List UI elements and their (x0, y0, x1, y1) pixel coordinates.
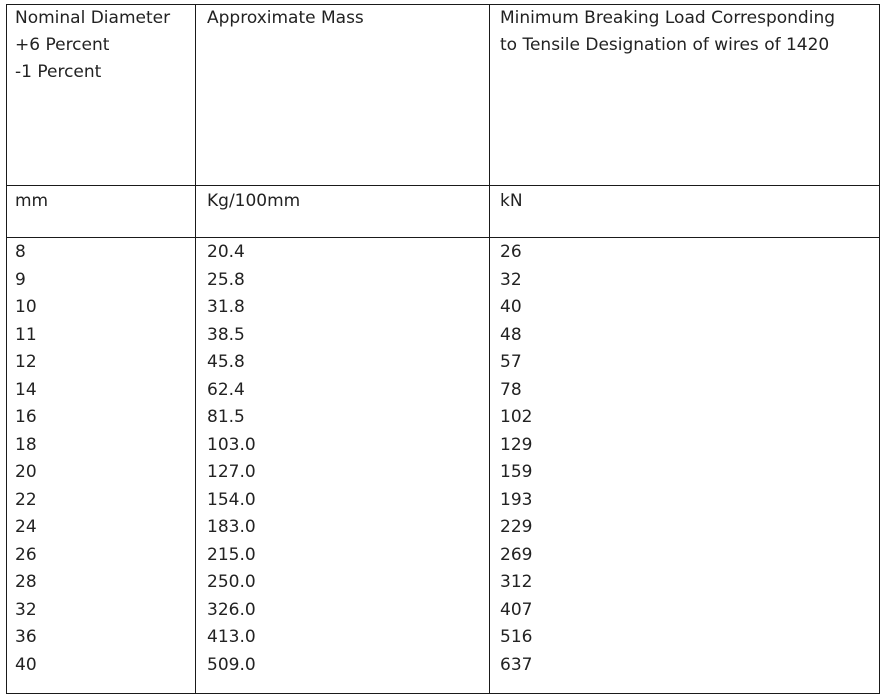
mass-value: 81.5 (207, 407, 245, 427)
header-line: +6 Percent (15, 35, 110, 55)
header-line: Nominal Diameter (15, 8, 171, 28)
mass-value: 413.0 (207, 627, 256, 647)
load-value: 26 (500, 242, 522, 262)
mass-value: 38.5 (207, 324, 245, 345)
header-line: to Tensile Designation of wires of 1420 (500, 35, 830, 55)
load-value: 78 (500, 379, 522, 400)
load-value: 312 (500, 572, 533, 592)
mass-value: 127.0 (207, 462, 256, 482)
mass-value: 25.8 (207, 269, 245, 290)
load-value: 193 (500, 489, 533, 510)
header-line: Approximate Mass (207, 8, 364, 28)
diameter-value: 12 (15, 352, 37, 372)
diameter-value: 40 (15, 654, 37, 675)
load-value: 48 (500, 324, 522, 345)
mass-value: 250.0 (207, 572, 256, 592)
unit-label: kN (500, 191, 523, 211)
mass-value: 215.0 (207, 544, 256, 565)
mass-value: 45.8 (207, 352, 245, 372)
diameter-value: 36 (15, 627, 37, 647)
header-line: -1 Percent (15, 62, 102, 82)
unit-label: Kg/100mm (207, 191, 301, 211)
diameter-value: 10 (15, 297, 37, 317)
diameter-value: 16 (15, 407, 37, 427)
mass-value: 509.0 (207, 654, 256, 675)
load-value: 102 (500, 407, 533, 427)
column-divider (195, 5, 196, 693)
diameter-value: 28 (15, 572, 37, 592)
load-value: 637 (500, 654, 533, 675)
diameter-value: 18 (15, 434, 37, 455)
mass-value: 154.0 (207, 489, 256, 510)
load-value: 269 (500, 544, 533, 565)
unit-load (500, 188, 523, 215)
header-load (500, 5, 835, 59)
column-divider (489, 5, 490, 693)
load-value: 32 (500, 269, 522, 290)
load-value: 407 (500, 599, 533, 620)
diameter-value: 20 (15, 462, 37, 482)
mass-value: 20.4 (207, 242, 245, 262)
diameter-values (15, 239, 37, 679)
load-value: 159 (500, 462, 533, 482)
unit-mass (207, 188, 300, 215)
load-value: 516 (500, 627, 533, 647)
diameter-value: 8 (15, 242, 26, 262)
diameter-value: 22 (15, 489, 37, 510)
wire-rope-table (6, 4, 880, 694)
diameter-value: 24 (15, 517, 37, 537)
load-value: 57 (500, 352, 522, 372)
unit-diameter (15, 188, 48, 215)
diameter-value: 9 (15, 269, 26, 290)
load-value: 229 (500, 517, 533, 537)
header-mass (207, 5, 364, 32)
mass-values (207, 239, 256, 679)
unit-label: mm (15, 191, 49, 211)
mass-value: 62.4 (207, 379, 245, 400)
diameter-value: 26 (15, 544, 37, 565)
mass-value: 183.0 (207, 517, 256, 537)
diameter-value: 32 (15, 599, 37, 620)
load-value: 40 (500, 297, 522, 317)
row-divider (7, 185, 879, 186)
header-diameter (15, 5, 170, 86)
load-value: 129 (500, 434, 533, 455)
header-line: Minimum Breaking Load Corresponding (500, 8, 836, 28)
row-divider (7, 237, 879, 238)
diameter-value: 11 (15, 324, 37, 345)
mass-value: 103.0 (207, 434, 256, 455)
mass-value: 326.0 (207, 599, 256, 620)
load-values (500, 239, 532, 679)
mass-value: 31.8 (207, 297, 245, 317)
diameter-value: 14 (15, 379, 37, 400)
